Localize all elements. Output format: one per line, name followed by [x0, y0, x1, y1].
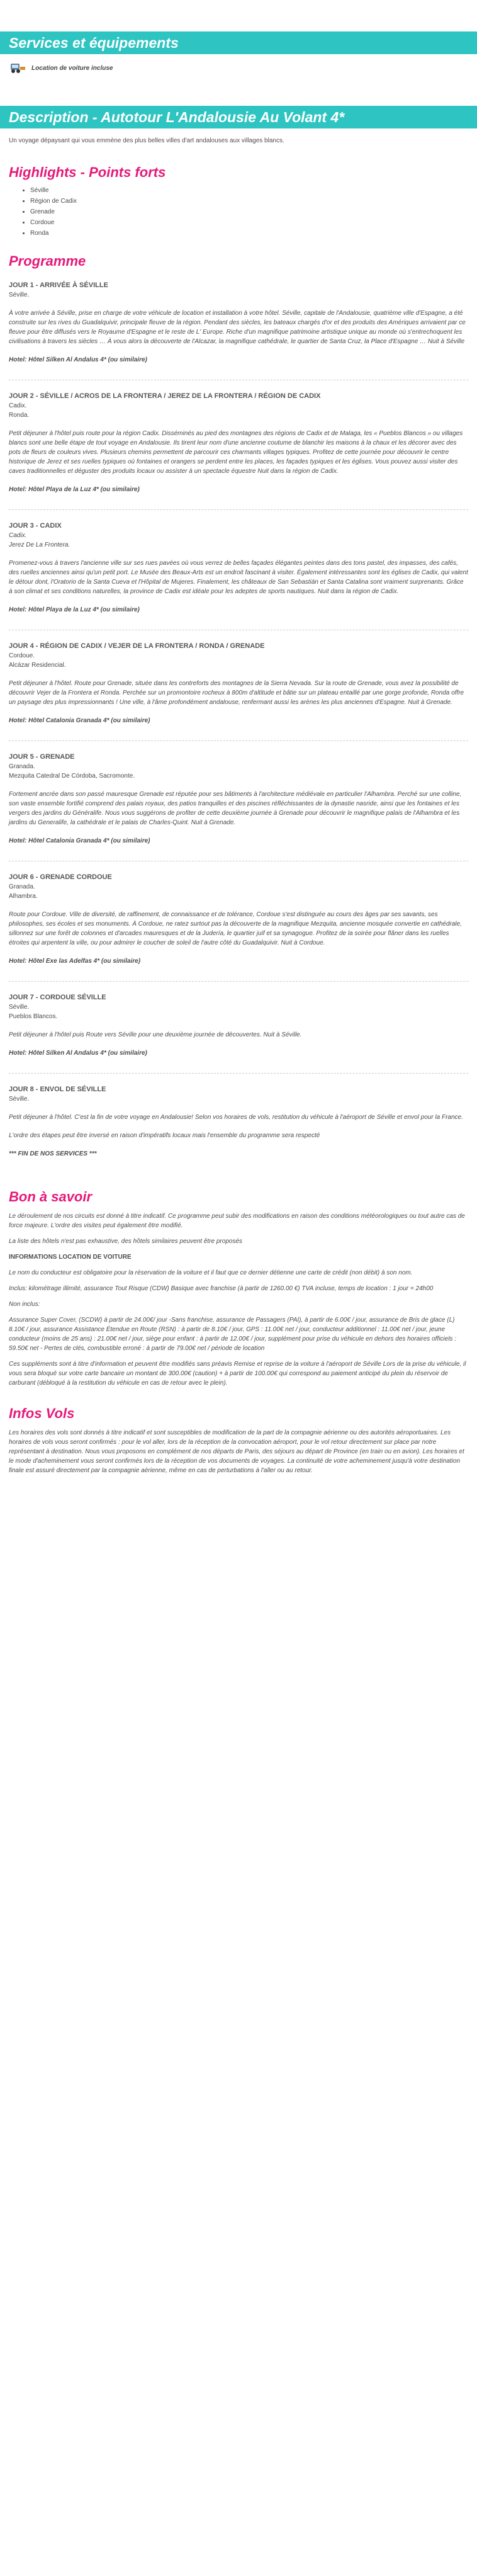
highlight-item: • Cordoue — [30, 218, 468, 227]
day-title: JOUR 6 - GRENADE CORDOUE — [9, 873, 112, 881]
day-title: JOUR 1 - ARRIVÉE À SÉVILLE — [9, 281, 108, 289]
day-1 — [9, 281, 468, 365]
day-description: Promenez-vous à travers l'ancienne ville sur ses rues pavées où vous verrez de belles façades élégantes peintes dans des tons pastel, des impasses, des cafés, des ruelles anciennes ainsi qu'un petit port. Le Musée des Beaux-Arts est un endroit fascinant à visiter. Également intéressantes sont les églises de Cadix, qui valent le détour dont, l'Oratorio de la Santa Cueva et l'Hôpital de Mujeres. Finalement, les châteaux de San Sebastián et Santa Catalina sont vraiment surprenants. Grâce à son climat et ses conditions naturelles, la province de Cadix est idéale pour les adeptes de sports nautiques. Nuit dans la région de Cadix. — [9, 560, 468, 595]
day-description: Petit déjeuner à l'hôtel puis route pour la région Cadix. Disséminés au pied des montagnes des régions de Cadix et de Malaga, les « Pueblos Blancos » ou villages blancs sont une belle étape de tout voyage en Andalousie. Ils tirent leur nom d'une ancienne coutume de blanchir les maisons à la chaux et les décorer avec des pots de fleurs de couleurs vives. Plusieurs chemins permettent de parcourir ces charmants villages typiques. Profitez de cette journée pour découvrir le centre historique de Jerez et ses ruelles typiques où fontaines et orangers se perdent entre les places, les façades typiques et les églises. Vous pouvez aussi visiter des caves traditionnelles et déguster des produits locaux ou assister à un spectacle équestre Nuit dans la région de Cadix. — [9, 430, 463, 475]
not-included-list: Assurance Super Cover, (SCDW) à partir de 24.00€/ jour -Sans franchise, assurance de Passagers (PAI), à partir de 6.00€ / jour, assurance de Bris de glace (L) 8.10€ / jour, assurance Assistance Étendue en Route (RSN) : à partir de 8.10€ / jour, GPS : 11.00€ net / jour, conducteur additionnel : 11.00€ net / jour, jeune conducteur (moins de 25 ans) : 21.00€ net / jour, siège pour enfant : à partir de 12.00€ / jour, supplément pour prise du véhicule en dehors des horaires officiels : 59.50€ net - Pertes de clés, combustible erroné : à partir de 79.00€ net / période de location — [9, 1317, 456, 1352]
day-description: À votre arrivée à Séville, prise en charge de votre véhicule de location et installation à votre hôtel. Séville, capitale de l'Andalousie, quatrième ville d'Espagne, a été construite sur les rives du Guadalquivir, principale fleuve de la région. Pendant des siècles, les bateaux chargés d'or et des produits des Amériques arrivaient par ce fleuve pour être diffusés vers le Royaume d'Espagne et le reste de L' Europe. Riche d'un magnifique patrimoine artistique unique au monde où s'entrechoquent les civilisations à travers les siècles … À vous alors la découverte de l'Alcazar, la magnifique cathédrale, le quartier de Santa Cruz, la Place d'Espagne … Nuit à Séville — [9, 310, 466, 345]
car-icon — [9, 62, 26, 74]
not-included-title: Non inclus: — [9, 1301, 40, 1308]
day-3 — [9, 521, 468, 615]
day-title: JOUR 7 - CORDOUE SÉVILLE — [9, 994, 106, 1001]
day-title: JOUR 4 - RÉGION DE CADIX / VEJER DE LA FRONTERA / RONDA / GRENADE — [9, 642, 265, 650]
highlights-title: Highlights - Points forts — [9, 164, 166, 180]
day-5 — [9, 752, 468, 846]
day-location: Alhambra. — [9, 893, 38, 900]
day-title: JOUR 3 - CADIX — [9, 522, 62, 530]
day-location: Ronda. — [9, 412, 30, 419]
bon-paragraph: Le déroulement de nos circuits est donné à titre indicatif. Ce programme peut subir des modifications en raison des conditions météorologiques ou tout autre cas de force majeure. L'ordre des visites peut également être modifié. — [9, 1213, 465, 1229]
day-note: L'ordre des étapes peut être inversé en raison d'impératifs locaux mais l'ensemble du programme sera respecté — [9, 1132, 320, 1139]
day-location: Cadix. — [9, 532, 27, 539]
vols-paragraph: Les horaires des vols sont donnés à titre indicatif et sont susceptibles de modification de la part de la compagnie aérienne ou des autorités aéroportuaires. Les horaires de vols vous seront confirmés : pour le vol aller, lors de la réception de la convocation aéroport, pour le vol retour directement sur place par notre représentant à destination. Nous vous proposons en complément de nos départs de Paris, des séjours au départ de Province (en train ou en avion). Les horaires et le mode d'acheminement vous seront confirmés lors de la réception de vos documents de voyages. La continuité de votre acheminement jusqu'à votre destination finale est assuré directement par la compagnie aérienne, même en cas de perturbations à l'aller ou au retour. — [9, 1429, 464, 1474]
day-description: Fortement ancrée dans son passé mauresque Grenade est réputée pour ses bâtiments à l'architecture médiévale en particulier l'Alhambra. Perché sur une colline, son vaste ensemble fortifié comprend des palais royaux, des patios tranquilles et des piscines réfléchissantes de la dynastie nasride, ainsi que les fontaines et les vergers des jardins du Généralife. Nous vous suggérons de profiter de cette deuxième journée à Grenade pour découvrir le magnifique palais de l'Alhambra et les jardins du Generalife, la cathédrale et le palais de Charles-Quint. Nuit à Grenade. — [9, 791, 462, 826]
highlight-item: • Séville — [30, 186, 468, 195]
day-title: JOUR 5 - GRENADE — [9, 753, 75, 761]
day-location: Cordoue. — [9, 652, 35, 659]
programme-title: Programme — [9, 253, 86, 269]
bon-paragraph: Le nom du conducteur est obligatoire pour la réservation de la voiture et il faut que ce dernier détienne une carte de crédit (non débit) à son nom. — [9, 1269, 413, 1276]
day-location: Pueblos Blancos. — [9, 1013, 58, 1020]
day-title: JOUR 8 - ENVOL DE SÉVILLE — [9, 1086, 106, 1093]
highlight-item: • Ronda — [30, 229, 468, 238]
description-intro: Un voyage dépaysant qui vous emmène des plus belles villes d'art andalouses aux villages blancs. — [9, 137, 284, 144]
day-description: Petit déjeuner à l'hôtel puis Route vers Séville pour une deuxième journée de découvertes. Nuit à Séville. — [9, 1031, 302, 1038]
day-location: Séville. — [9, 1096, 30, 1103]
day-hotel: Hotel: Hôtel Exe las Adelfas 4* (ou similaire) — [9, 958, 141, 965]
divider — [9, 981, 468, 982]
highlight-item: • Grenade — [30, 207, 468, 217]
day-7 — [9, 993, 468, 1058]
day-location: Cadix. — [9, 402, 27, 409]
day-location: Mezquita Catedral De Córdoba, Sacromonte. — [9, 773, 135, 780]
car-rental-info-title: INFORMATIONS LOCATION DE VOITURE — [9, 1254, 132, 1261]
day-location: Séville. — [9, 292, 30, 298]
day-title: JOUR 2 - SÉVILLE / ACROS DE LA FRONTERA / JEREZ DE LA FRONTERA / RÉGION DE CADIX — [9, 392, 321, 400]
highlights-list — [9, 186, 468, 238]
vols-title: Infos Vols — [9, 1405, 75, 1421]
day-location: Granada. — [9, 883, 35, 890]
divider — [9, 509, 468, 510]
day-location: Granada. — [9, 763, 35, 770]
day-6 — [9, 873, 468, 966]
highlight-item: • Région de Cadix — [30, 196, 468, 206]
services-item — [0, 62, 477, 74]
divider — [9, 740, 468, 741]
day-description: Petit déjeuner à l'hôtel. C'est la fin de votre voyage en Andalousie! Selon vos horaires de vols, restitution du véhicule à l'aéroport de Séville et envol pour la France. — [9, 1114, 463, 1121]
day-location: Alcázar Residencial. — [9, 662, 66, 669]
day-hotel: Hotel: Hôtel Playa de la Luz 4* (ou similaire) — [9, 486, 140, 493]
day-description: Route pour Cordoue. Ville de diversité, de raffinement, de connaissance et de tolérance, Cordoue s'est distinguée au cours des âges par ses savants, ses philosophes, ses écoles et ses monuments. À Cordoue, ne ratez surtout pas la découverte de la magnifique Mezquita, ancienne mosquée convertie en cathédrale, sillonnez sur une forêt de colonnes et d'arcades mauresques et de la Judería, le quartier juif et sa synagogue. Profitez de la soirée pour flâner dans les ruelles étroites qui arpentent la ville, ou pour admirer le coucher de soleil de l'autre côté du Guadalquivir. Nuit à Cordoue. — [9, 911, 462, 946]
included-list: Inclus: kilométrage illimité, assurance Tout Risque (CDW) Basique avec franchise (à partir de 1260.00 €) TVA incluse, temps de location : 1 jour = 24h00 — [9, 1285, 434, 1292]
day-location: Jerez De La Frontera. — [9, 542, 70, 548]
day-description: Petit déjeuner à l'hôtel. Route pour Grenade, située dans les contreforts des montagnes de la Sierra Nevada. Sur la route de Grenade, vous avez la possibilité de découvrir Vejer de la Frontera et Ronda. Perchée sur un promontoire rocheux à 800m d'altitude et bâtie sur un plateau entaillé par une gorge profonde, Ronda offre un paysage des plus impressionnants ! Une ville, à l'âme profondément andalouse, renfermant aussi les arènes les plus anciennes d'Espagne. Nuit à Grenade. — [9, 680, 464, 706]
rental-label: Location de voiture incluse — [31, 64, 113, 72]
day-2 — [9, 392, 468, 494]
end-of-services: *** FIN DE NOS SERVICES *** — [9, 1150, 97, 1157]
bon-title: Bon à savoir — [9, 1189, 93, 1205]
bon-paragraph: Ces suppléments sont à titre d'information et peuvent être modifiés sans préavis Remise et reprise de la voiture à l'aéroport de Séville Lors de la prise du véhicule, il vous sera bloqué sur votre carte bancaire un montant de 300.00€ (caution) + à partir de 100.00€ qui correspond au paiement anticipé du plein du réservoir de carburant (débloqué à la restitution du véhicule en cas de retour avec le plein). — [9, 1361, 466, 1387]
day-4 — [9, 642, 468, 725]
services-header: Services et équipements — [0, 31, 477, 54]
day-location: Séville. — [9, 1004, 30, 1011]
day-hotel: Hotel: Hôtel Catalonia Granada 4* (ou similaire) — [9, 717, 150, 724]
description-header: Description - Autotour L'Andalousie Au Volant 4* — [0, 106, 477, 128]
day-hotel: Hotel: Hôtel Catalonia Granada 4* (ou similaire) — [9, 837, 150, 844]
divider — [9, 1073, 468, 1074]
day-hotel: Hotel: Hôtel Silken Al Andalus 4* (ou similaire) — [9, 356, 147, 363]
bon-paragraph: La liste des hôtels n'est pas exhaustive, des hôtels similaires peuvent être proposés — [9, 1238, 243, 1245]
day-8 — [9, 1085, 468, 1159]
day-hotel: Hotel: Hôtel Silken Al Andalus 4* (ou similaire) — [9, 1050, 147, 1057]
day-hotel: Hotel: Hôtel Playa de la Luz 4* (ou similaire) — [9, 606, 140, 613]
